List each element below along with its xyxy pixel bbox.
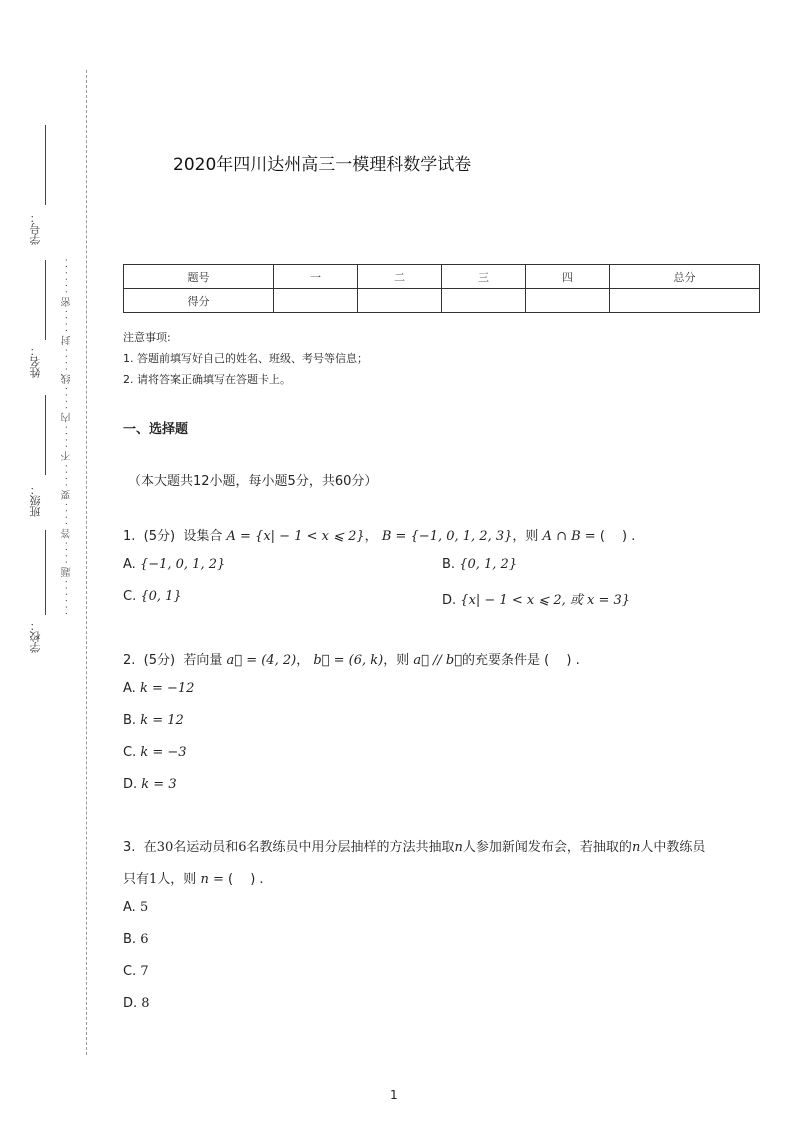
score-cell: 总分 — [610, 265, 760, 289]
option-c[interactable] — [123, 964, 149, 979]
question-number: 3. — [123, 840, 136, 855]
student-id-line — [45, 125, 46, 205]
score-table — [123, 264, 760, 313]
math-expression: b⃗ = (6, k) — [313, 653, 384, 668]
option-d[interactable] — [442, 589, 630, 608]
option-a[interactable] — [123, 900, 148, 915]
question-3-line-2 — [123, 868, 264, 887]
seal-line-text: · · · · · · 题 · · · · 答 · · · · 要 · · · · 不 · · · · 内 · · · · 线 · · · · 封 · · · · 密 · · · · · · — [62, 258, 73, 615]
score-cell: 三 — [442, 265, 526, 289]
question-number: 1. — [123, 529, 136, 544]
notes — [123, 327, 368, 390]
question-score: (5分) — [143, 529, 176, 544]
note-item: 2. 请将答案正确填写在答题卡上。 — [123, 373, 291, 386]
answer-blank: ( ) . — [228, 872, 264, 887]
math-variable: n — [631, 840, 641, 855]
score-cell: 四 — [526, 265, 610, 289]
option-value: {0, 1} — [140, 589, 182, 604]
score-entry-cell[interactable] — [526, 289, 610, 313]
score-table-header-row — [124, 265, 760, 289]
option-label: D. — [123, 777, 138, 792]
option-value: {−1, 0, 1, 2} — [139, 557, 226, 572]
option-value: 7 — [140, 964, 149, 979]
option-value: k = 12 — [140, 713, 184, 728]
option-b[interactable] — [442, 557, 517, 572]
score-entry-cell[interactable] — [442, 289, 526, 313]
question-text: 只有 — [123, 872, 150, 887]
option-value: k = 3 — [141, 777, 177, 792]
math-variable: n — [454, 840, 463, 855]
math-expression: A ∩ B = — [542, 529, 596, 544]
option-value: 5 — [139, 900, 149, 915]
option-label: B. — [123, 932, 137, 947]
math-expression: n = — [200, 872, 224, 887]
note-item: 1. 答题前填写好自己的姓名、班级、考号等信息； — [123, 352, 368, 365]
question-text: 人中教练员 — [640, 840, 706, 855]
option-value: 6 — [140, 932, 149, 947]
page-title: 2020年四川达州高三一模理科数学试卷 — [173, 155, 472, 175]
score-entry-cell[interactable] — [358, 289, 442, 313]
option-value: {0, 1, 2} — [459, 557, 518, 572]
option-c[interactable] — [123, 745, 187, 760]
notes-heading: 注意事项: — [123, 331, 171, 344]
score-cell: 题号 — [124, 265, 274, 289]
question-text: 名运动员和 — [173, 840, 239, 855]
math-expression: B = {−1, 0, 1, 2, 3} — [381, 529, 513, 544]
math-number: 6 — [238, 840, 247, 855]
school-label: 学校： — [29, 620, 42, 653]
option-d[interactable] — [123, 777, 177, 792]
score-table-row — [124, 289, 760, 313]
question-text: 设集合 — [183, 529, 223, 544]
binding-dashed-line — [86, 70, 87, 1055]
option-value: k = −12 — [139, 681, 195, 696]
page-number: 1 — [390, 1088, 398, 1102]
option-label: A. — [123, 557, 136, 572]
math-expression: a⃗ = (4, 2) — [226, 653, 297, 668]
option-label: D. — [442, 593, 457, 608]
question-3 — [123, 836, 705, 855]
question-2 — [123, 649, 580, 668]
class-label: 班级： — [29, 484, 42, 517]
option-value: {x| − 1 < x ⩽ 2, 或 x = 3} — [460, 593, 631, 608]
separator: ， — [364, 529, 378, 544]
question-text: 在 — [143, 840, 157, 855]
option-a[interactable] — [123, 557, 225, 572]
question-text: 的充要条件是 ( ) . — [462, 653, 580, 668]
math-expression: a⃗ // b⃗ — [413, 653, 463, 668]
score-cell: 一 — [274, 265, 358, 289]
math-number: 30 — [156, 840, 174, 855]
answer-blank: ( ) . — [599, 529, 636, 544]
question-score: (5分) — [143, 653, 176, 668]
option-c[interactable] — [123, 589, 182, 604]
section-subtitle: （本大题共12小题，每小题5分，共60分） — [128, 474, 378, 489]
school-line — [45, 530, 46, 615]
question-text: 名教练员中用分层抽样的方法共抽取 — [246, 840, 455, 855]
score-cell: 二 — [358, 265, 442, 289]
option-label: A. — [123, 681, 136, 696]
option-label: D. — [123, 996, 138, 1011]
score-entry-cell[interactable] — [274, 289, 358, 313]
question-text: 人参加新闻发布会，若抽取的 — [462, 840, 632, 855]
section-title: 一、选择题 — [123, 422, 189, 437]
question-text: ，则 — [383, 653, 410, 668]
option-d[interactable] — [123, 996, 150, 1011]
option-b[interactable] — [123, 713, 184, 728]
option-label: B. — [123, 713, 137, 728]
class-line — [45, 395, 46, 475]
name-line — [45, 260, 46, 340]
score-row-label: 得分 — [124, 289, 274, 313]
option-b[interactable] — [123, 932, 148, 947]
math-expression: A = {x| − 1 < x ⩽ 2} — [226, 529, 365, 544]
question-number: 2. — [123, 653, 136, 668]
option-a[interactable] — [123, 681, 194, 696]
option-value: 8 — [141, 996, 150, 1011]
question-text: 若向量 — [183, 653, 223, 668]
option-label: B. — [442, 557, 456, 572]
option-label: C. — [123, 745, 137, 760]
option-label: C. — [123, 964, 137, 979]
name-label: 姓名： — [29, 345, 42, 378]
separator: ， — [296, 653, 310, 668]
question-text: ，则 — [512, 529, 539, 544]
score-entry-cell[interactable] — [610, 289, 760, 313]
option-label: A. — [123, 900, 136, 915]
student-id-label: 学号： — [29, 212, 42, 245]
option-value: k = −3 — [140, 745, 187, 760]
question-1 — [123, 525, 635, 544]
math-number: 1 — [149, 872, 158, 887]
option-label: C. — [123, 589, 137, 604]
question-text: 人，则 — [157, 872, 197, 887]
